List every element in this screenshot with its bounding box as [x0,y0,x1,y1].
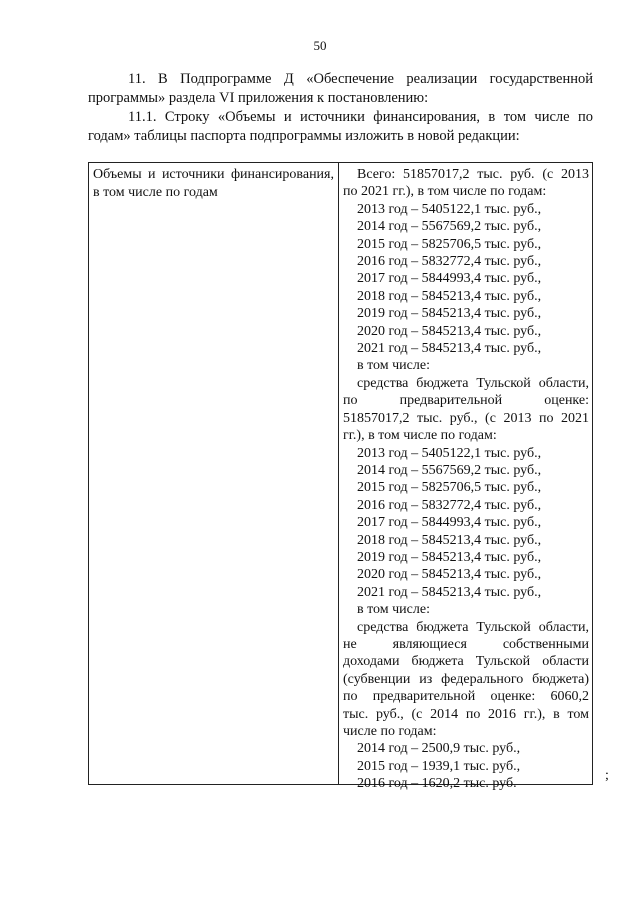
year-line-total: 2013 год – 5405122,1 тыс. руб., [357,201,542,217]
page-number: 50 [313,38,327,53]
paragraph-11: 11. В Подпрограмме Д «Обеспечение реализации государственной программы» раздела VI приложения к постановлению: [88,71,593,106]
year-line-total: 2014 год – 5567569,2 тыс. руб., [357,219,542,235]
year-line-regional: 2018 год – 5845213,4 тыс. руб., [357,532,542,548]
year-line-total: 2020 год – 5845213,4 тыс. руб., [357,323,542,339]
year-line-regional: 2019 год – 5845213,4 тыс. руб., [357,549,542,565]
federal-funds-line: числе по годам: [343,724,437,739]
total-line: по 2021 гг.), в том числе по годам: [343,184,547,200]
year-line-regional: 2020 год – 5845213,4 тыс. руб., [357,567,542,583]
year-line-regional: 2015 год – 5825706,5 тыс. руб., [357,480,542,496]
including-label: в том числе: [357,358,430,374]
trailing-semicolon: ; [605,768,609,783]
year-line-federal: 2016 год – 1620,2 тыс. руб. [357,776,517,792]
federal-funds-line: (субвенции из федерального бюджета) [343,671,589,687]
year-line-total: 2021 год – 5845213,4 тыс. руб., [357,341,542,357]
federal-funds-line: не являющиеся собственными [343,636,589,652]
year-line-total: 2017 год – 5844993,4 тыс. руб., [357,271,542,287]
regional-funds-line: гг.), в том числе по годам: [343,428,497,444]
including-label: в том числе: [357,602,430,618]
year-line-federal: 2015 год – 1939,1 тыс. руб., [357,758,521,774]
federal-funds-line: тыс. руб., (с 2014 по 2016 гг.), в том [343,706,589,722]
passport-table [88,162,593,792]
total-line: Всего: 51857017,2 тыс. руб. (с 2013 [357,167,589,182]
regional-funds-line: средства бюджета Тульской области, [357,375,589,391]
year-line-regional: 2017 год – 5844993,4 тыс. руб., [357,515,542,531]
paragraph-11-1: 11.1. Строку «Объемы и источники финансирования, в том числе по годам» таблицы паспорта подпрограммы изложить в новой редакции: [88,109,593,144]
year-line-total: 2019 год – 5845213,4 тыс. руб., [357,306,542,322]
table-left-cell: Объемы и источники финансирования, в том числе по годам [89,163,339,784]
year-line-regional: 2016 год – 5832772,4 тыс. руб., [357,497,542,513]
year-line-total: 2016 год – 5832772,4 тыс. руб., [357,254,542,270]
federal-funds-line: средства бюджета Тульской области, [357,619,589,635]
year-line-total: 2018 год – 5845213,4 тыс. руб., [357,288,542,304]
table-right-cell [339,163,592,792]
year-line-regional: 2013 год – 5405122,1 тыс. руб., [357,445,542,461]
regional-funds-line: 51857017,2 тыс. руб., (с 2013 по 2021 [343,410,589,426]
year-line-regional: 2014 год – 5567569,2 тыс. руб., [357,462,542,478]
year-line-regional: 2021 год – 5845213,4 тыс. руб., [357,584,542,600]
year-line-total: 2015 год – 5825706,5 тыс. руб., [357,236,542,252]
year-line-federal: 2014 год – 2500,9 тыс. руб., [357,741,521,757]
federal-funds-line: по предварительной оценке: 6060,2 [343,689,589,705]
regional-funds-line: по предварительной оценке: [343,393,589,409]
federal-funds-line: доходами бюджета Тульской области [343,654,589,670]
